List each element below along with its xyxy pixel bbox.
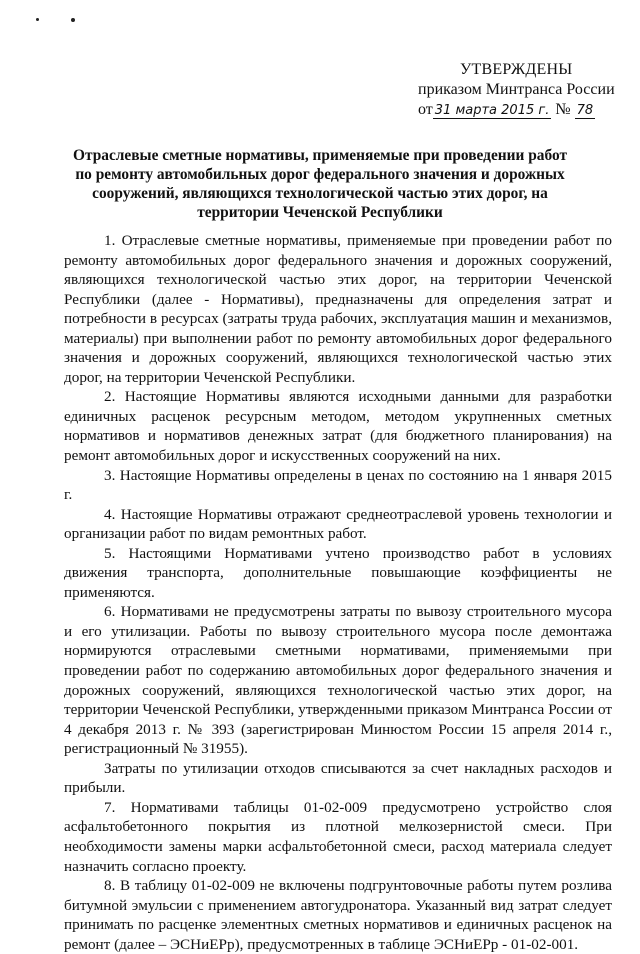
- approval-title: УТВЕРЖДЕНЫ: [460, 61, 573, 78]
- paragraph: 3. Настоящие Нормативы определены в ценах по состоянию на 1 января 2015 г.: [64, 466, 612, 504]
- document-heading: Отраслевые сметные нормативы, применяемые при проведении работ по ремонту автомобильных дорог федерального значения и дорожных сооружений, являющихся технологической частью этих дорог, на территории Чеченской Республики: [72, 147, 568, 221]
- handwritten-number: 78: [576, 103, 594, 118]
- approval-order-line: приказом Минтранса России: [418, 81, 615, 98]
- scan-mark: [36, 18, 39, 21]
- paragraph: Затраты по утилизации отходов списываются за счет накладных расходов и прибыли.: [64, 759, 612, 797]
- number-prefix: №: [555, 101, 571, 118]
- scan-mark: [71, 18, 75, 22]
- document-body: [64, 231, 612, 954]
- paragraph: 4. Настоящие Нормативы отражают среднеотраслевой уровень технологии и организации работ по видам ремонтных работ.: [64, 505, 612, 543]
- paragraph: 7. Нормативами таблицы 01-02-009 предусмотрено устройство слоя асфальтобетонного покрытия из плотной мелкозернистой смеси. При необходимости замены марки асфальтобетонной смеси, расход материала следует назначить согласно проекту.: [64, 798, 612, 875]
- paragraph: 6. Нормативами не предусмотрены затраты по вывозу строительного мусора и его утилизации. Работы по вывозу строительного мусора после демонтажа нормируются отраслевыми сметными нормативами, применяемыми при проведении работ по содержанию автомобильных дорог федерального значения и дорожных сооружений, являющихся технологической частью этих дорог, на территории Чеченской Республики, утвержденными приказом Минтранса России от 4 декабря 2013 г. № 393 (зарегистрирован Минюстом России 15 апреля 2014 г., регистрационный № 31955).: [64, 603, 612, 758]
- paragraph: 8. В таблицу 01-02-009 не включены подгрунтовочные работы путем розлива битумной эмульсии с применением автогудронатора. Указанный вид затрат следует принимать по расценке элементных сметных нормативов и единичных расценок на ремонт (далее – ЭСНиЕРр), предусмотренных в таблице ЭСНиЕРр - 01-02-001.: [64, 877, 612, 953]
- paragraph: 5. Настоящими Нормативами учтено производство работ в условиях движения транспорта, дополнительные повышающие коэффициенты не применяются.: [64, 544, 612, 601]
- paragraph: 2. Настоящие Нормативы являются исходными данными для разработки единичных расценок ресурсным методом, методом укрупненных сметных нормативов и нормативов денежных затрат (для бюджетного планирования) на ремонт автомобильных дорог и искусственных сооружений на них.: [64, 388, 612, 465]
- handwritten-date: 31 марта 2015 г.: [434, 103, 550, 118]
- approval-date-line: [418, 100, 618, 121]
- paragraph: 1. Отраслевые сметные нормативы, применяемые при проведении работ по ремонту автомобильных дорог федерального значения и дорожных сооружений, являющихся технологической частью этих дорог, на территории Чеченской Республики (далее - Нормативы), предназначены для определения затрат и потребности в ресурсах (затраты труда рабочих, эксплуатация машин и механизмов, материалы) при выполнении работ по ремонту автомобильных дорог федерального значения и дорожных сооружений, являющихся технологической частью этих дорог, на территории Чеченской Республики.: [64, 232, 612, 386]
- date-prefix: от: [418, 101, 433, 118]
- approval-stamp: [418, 60, 618, 121]
